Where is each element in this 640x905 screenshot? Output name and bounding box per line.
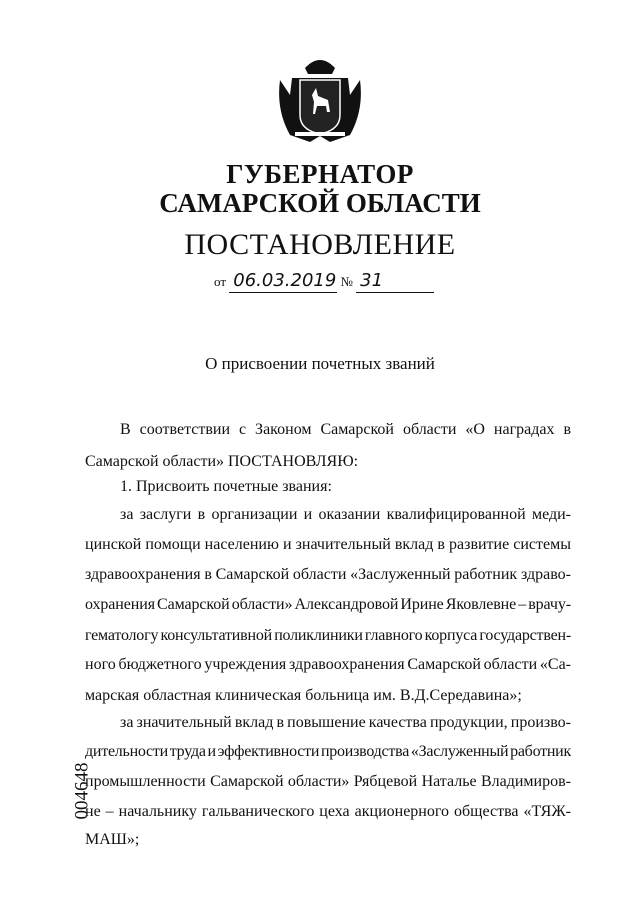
body-line: 1. Присвоить почетные звания: bbox=[120, 478, 332, 495]
coat-of-arms-emblem bbox=[270, 50, 370, 150]
body-line: ного бюджетного учреждения здравоохранения Самарской области «Са- bbox=[85, 656, 571, 673]
body-line: охранения Самарской области» Александровой Ирине Яковлевне – врачу- bbox=[85, 596, 571, 613]
body-line: цинской помощи населению и значительный вклад в развитие системы bbox=[85, 536, 571, 553]
body-line: не – начальнику гальванического цеха акционерного общества «ТЯЖ- bbox=[85, 803, 571, 820]
body-line: МАШ»; bbox=[85, 831, 140, 848]
body-line: дительности труда и эффективности производства «Заслуженный работник bbox=[85, 743, 571, 760]
issuer-line-2: САМАРСКОЙ ОБЛАСТИ bbox=[159, 188, 481, 218]
body-line: промышленности Самарской области» Рябцевой Наталье Владимиров- bbox=[85, 773, 571, 790]
document-subject: О присвоении почетных званий bbox=[205, 354, 435, 373]
body-line: за заслуги в организации и оказании квалифицированной меди- bbox=[120, 506, 571, 523]
body-line: гематологу консультативной поликлиники главного корпуса государствен- bbox=[85, 627, 571, 644]
side-serial-number: 004648 bbox=[71, 762, 93, 820]
issuer-line-1: ГУБЕРНАТОР bbox=[226, 159, 414, 189]
body-line: марская областная клиническая больница им. В.Д.Середавина»; bbox=[85, 687, 522, 704]
document-date: 06.03.2019 bbox=[229, 270, 337, 293]
body-line: Самарской области» ПОСТАНОВЛЯЮ: bbox=[85, 453, 359, 470]
number-prefix: № bbox=[340, 274, 353, 289]
document-type-title: ПОСТАНОВЛЕНИЕ bbox=[184, 228, 456, 261]
date-number-line bbox=[214, 270, 434, 293]
document-number: 31 bbox=[356, 270, 434, 293]
body-line: здравоохранения в Самарской области «Заслуженный работник здраво- bbox=[85, 566, 571, 583]
body-line: за значительный вклад в повышение качества продукции, произво- bbox=[120, 714, 571, 731]
body-line: В соответствии с Законом Самарской области «О наградах в bbox=[120, 421, 571, 438]
date-prefix: от bbox=[214, 274, 227, 289]
